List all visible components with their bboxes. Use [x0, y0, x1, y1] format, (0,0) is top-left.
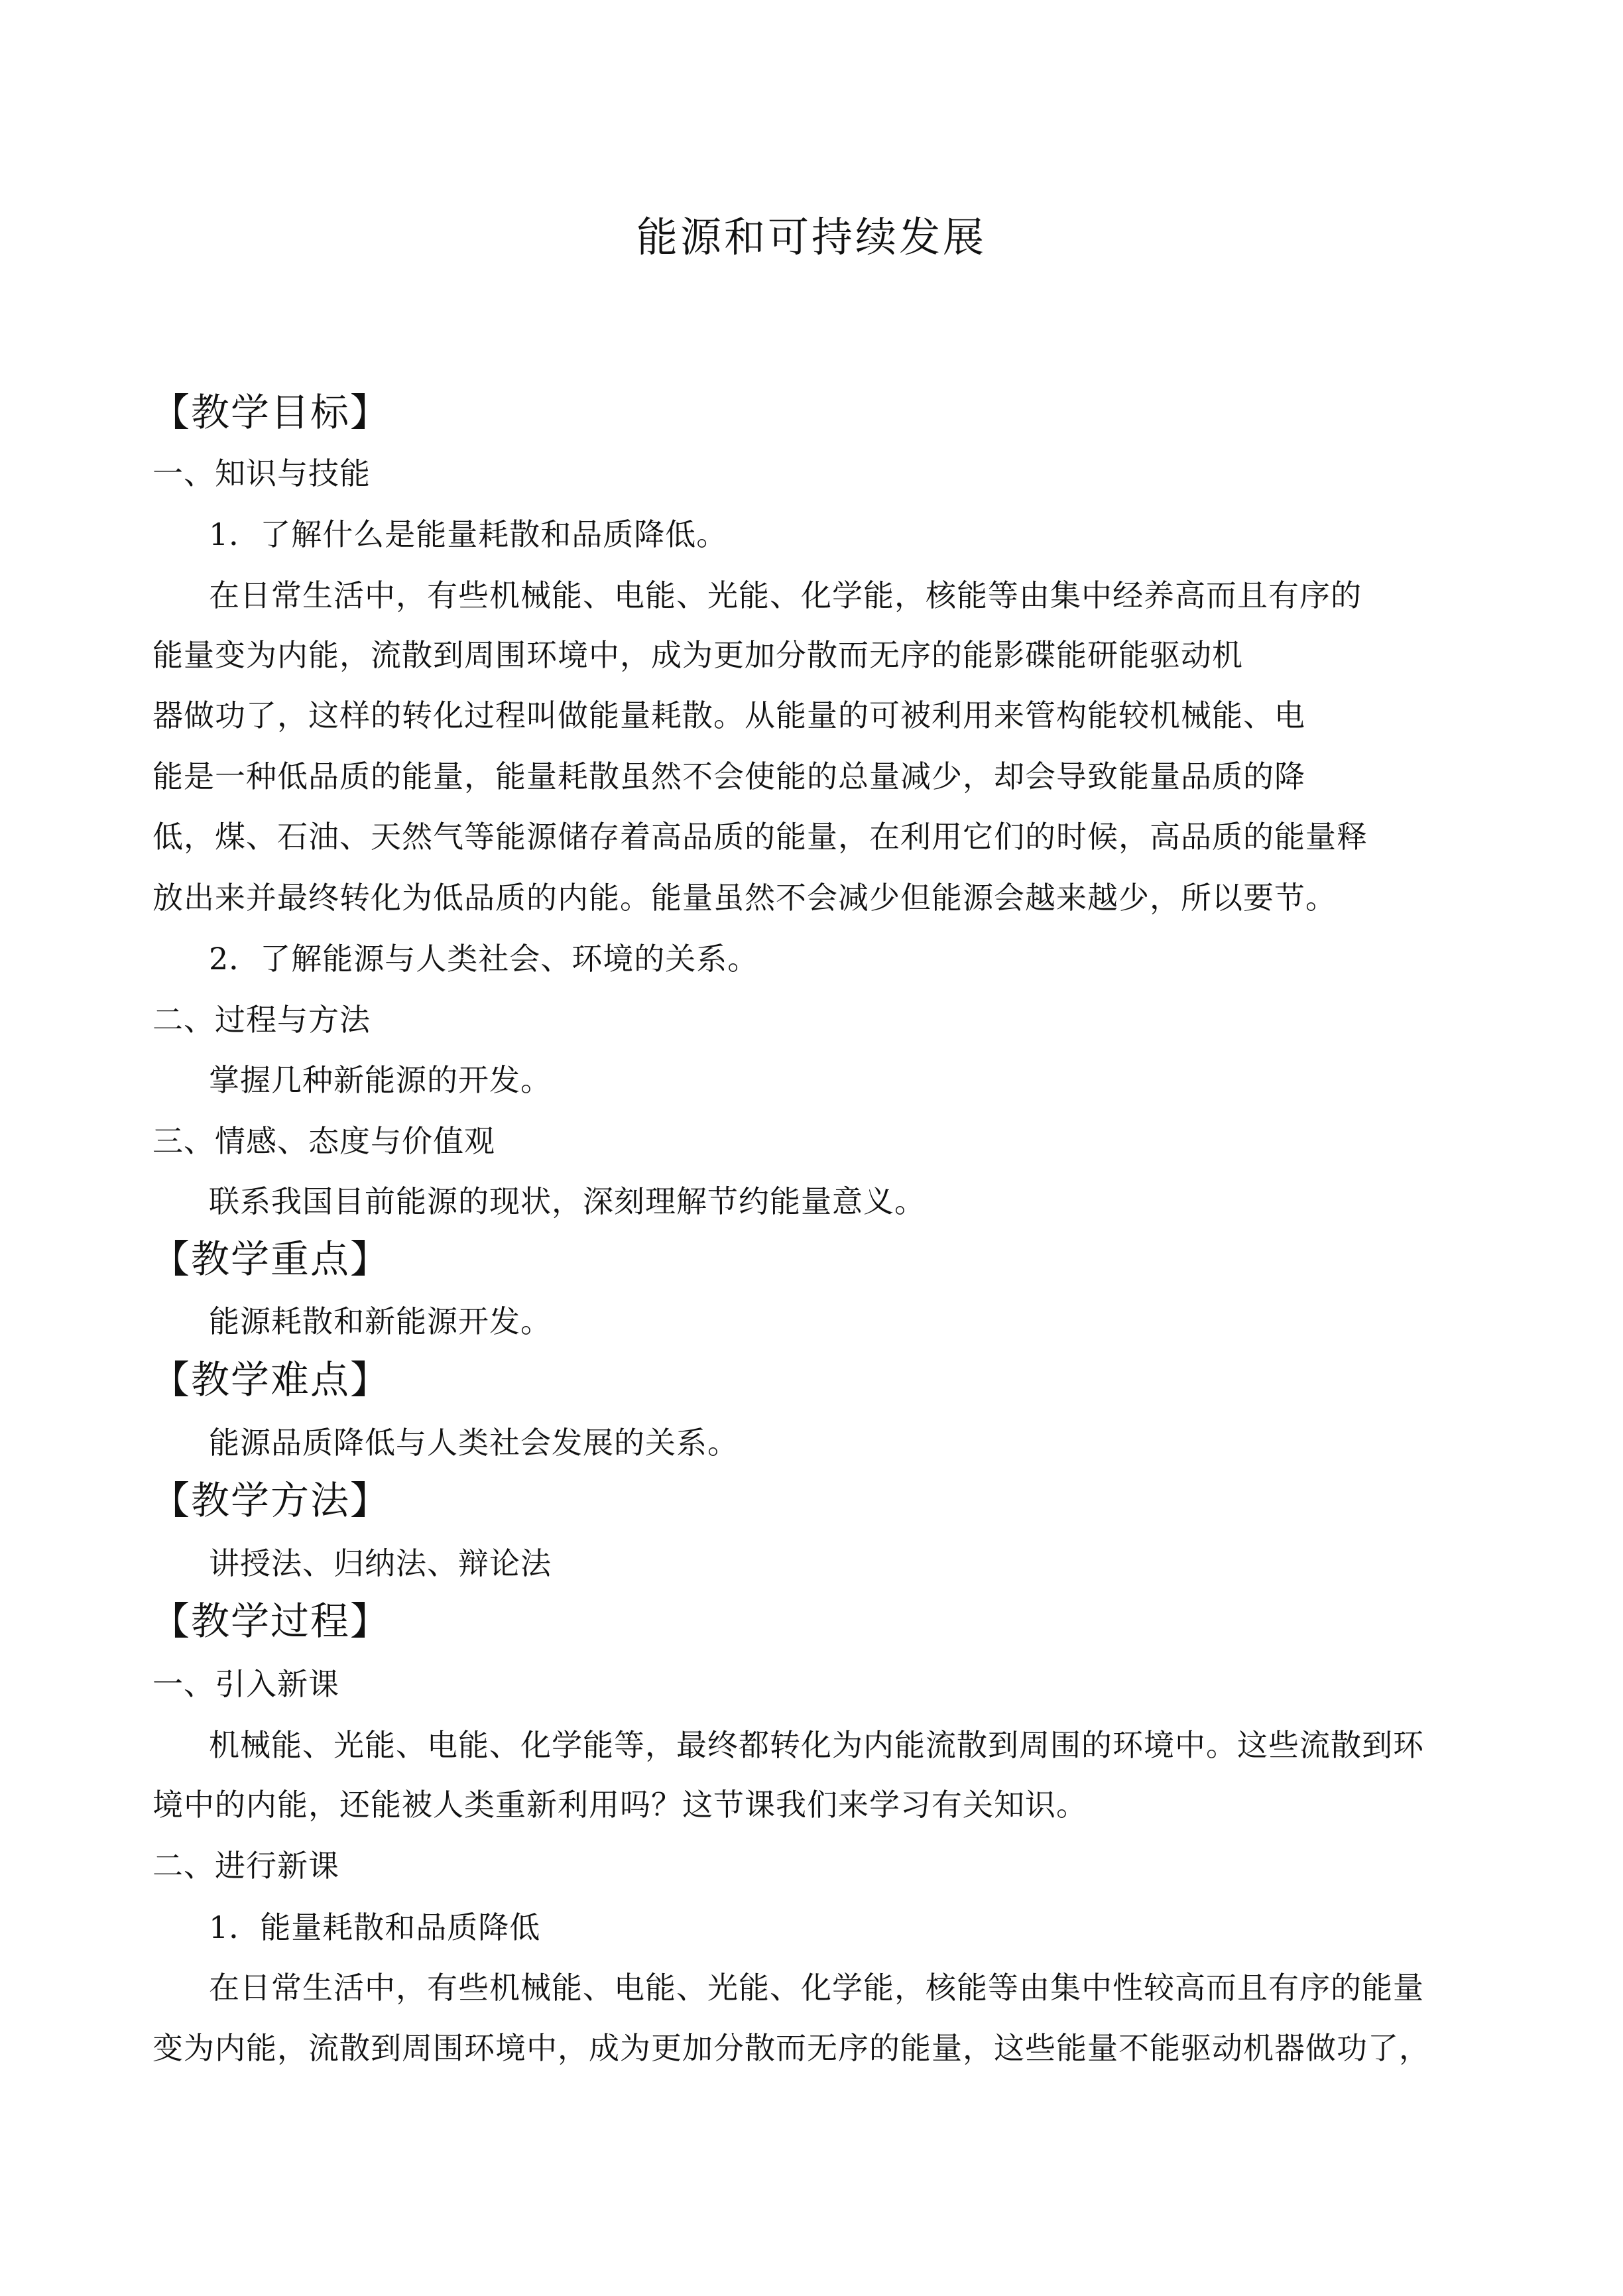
paragraph-line: 在日常生活中，有些机械能、电能、光能、化学能，核能等由集中经养高而且有序的 [209, 577, 1362, 613]
paragraph-line: 器做功了，这样的转化过程叫做能量耗散。从能量的可被利用来管构能较机械能、电 [152, 697, 1305, 733]
intro-line: 境中的内能，还能被人类重新利用吗？这节课我们来学习有关知识。 [152, 1787, 1087, 1823]
intro-label: 一、引入新课 [152, 1666, 339, 1702]
objective-item-2: 2．了解能源与人类社会、环境的关系。 [209, 941, 759, 977]
paragraph-line: 能量变为内能，流散到周围环境中，成为更加分散而无序的能影碟能研能驱动机 [152, 637, 1243, 673]
process-methods-label: 二、过程与方法 [152, 1002, 371, 1038]
new-lesson-line: 在日常生活中，有些机械能、电能、光能、化学能，核能等由集中性较高而且有序的能量 [209, 1970, 1424, 2006]
paragraph-line: 低，煤、石油、天然气等能源储存着高品质的能量，在利用它们的时候，高品质的能量释 [152, 819, 1368, 855]
attitude-values-text: 联系我国目前能源的现状，深刻理解节约能量意义。 [209, 1183, 926, 1219]
intro-line: 机械能、光能、电能、化学能等，最终都转化为内能流散到周围的环境中。这些流散到环 [209, 1727, 1424, 1763]
methods-text: 讲授法、归纳法、辩论法 [209, 1545, 552, 1581]
new-lesson-item-1: 1．能量耗散和品质降低 [209, 1909, 541, 1945]
paragraph-line: 放出来并最终转化为低品质的内能。能量虽然不会减少但能源会越来越少，所以要节。 [152, 880, 1337, 916]
document-title: 能源和可持续发展 [636, 213, 987, 261]
new-lesson-line: 变为内能，流散到周围环境中，成为更加分散而无序的能量，这些能量不能驱动机器做功了， [152, 2030, 1430, 2066]
new-lesson-label: 二、进行新课 [152, 1848, 339, 1884]
key-points-text: 能源耗散和新能源开发。 [209, 1303, 552, 1339]
process-methods-text: 掌握几种新能源的开发。 [209, 1062, 552, 1098]
paragraph-line: 能是一种低品质的能量，能量耗散虽然不会使能的总量减少，却会导致能量品质的降 [152, 758, 1305, 794]
procedure-heading: 【教学过程】 [151, 1599, 391, 1644]
attitude-values-label: 三、情感、态度与价值观 [152, 1123, 495, 1159]
key-points-heading: 【教学重点】 [151, 1237, 391, 1282]
knowledge-skills-label: 一、知识与技能 [152, 455, 371, 491]
difficult-points-heading: 【教学难点】 [151, 1357, 391, 1402]
objectives-heading: 【教学目标】 [151, 390, 391, 435]
difficult-points-text: 能源品质降低与人类社会发展的关系。 [209, 1425, 739, 1461]
methods-heading: 【教学方法】 [151, 1478, 391, 1523]
objective-item-1: 1．了解什么是能量耗散和品质降低。 [209, 516, 728, 552]
